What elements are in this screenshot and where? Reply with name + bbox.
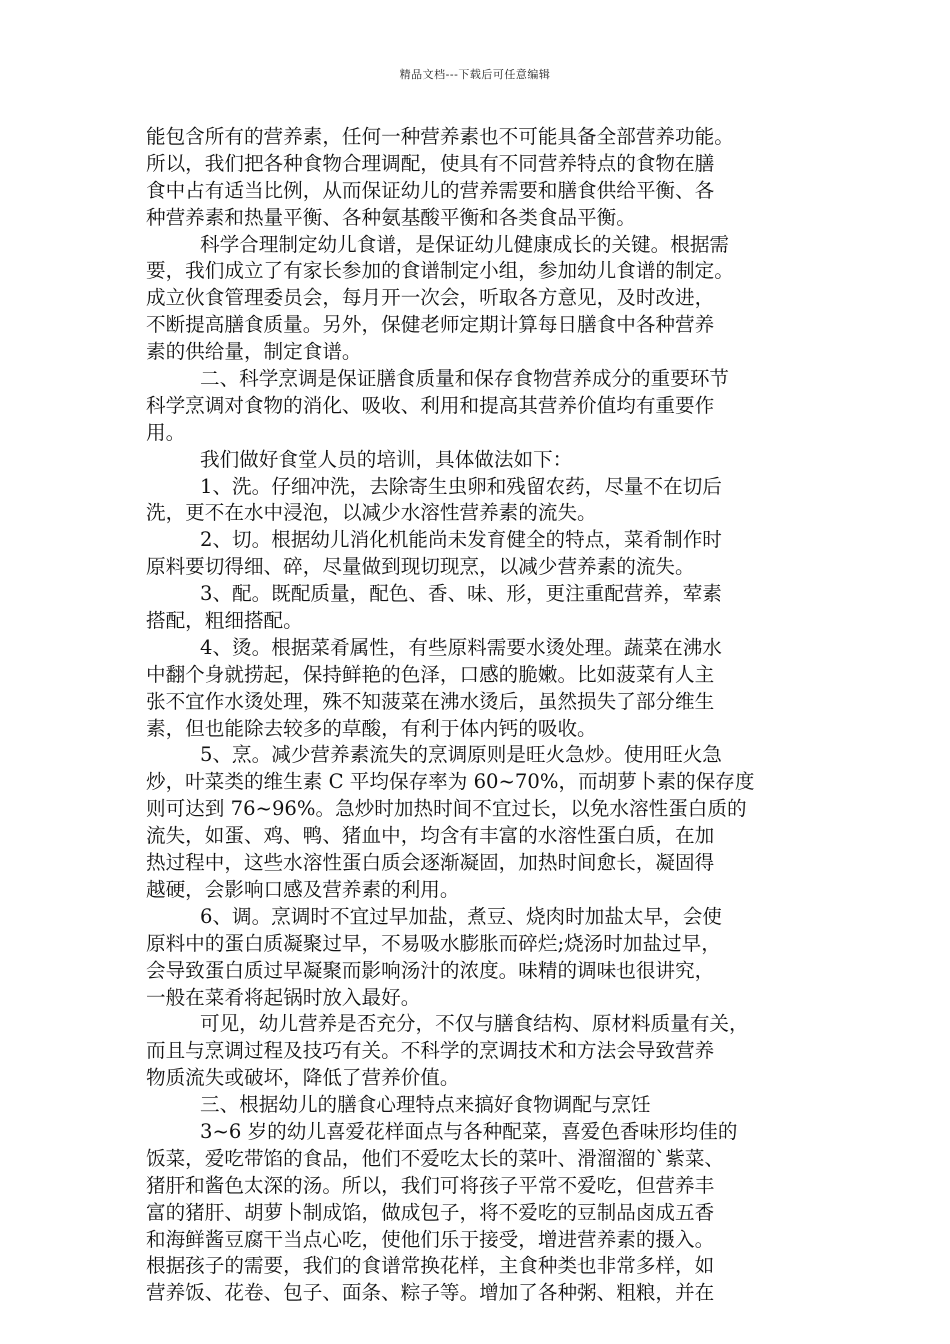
text-line: 2、切。根据幼儿消化机能尚未发育健全的特点，菜肴制作时 [200,528,722,552]
text-line: 食中占有适当比例，从而保证幼儿的营养需要和膳食供给平衡、各 [146,178,715,202]
text-line: 素，但也能除去较多的草酸，有利于体内钙的吸收。 [146,716,597,740]
text-line: 原料要切得细、碎，尽量做到现切现烹，以减少营养素的流失。 [146,555,695,579]
text-line: 3~6 岁的幼儿喜爱花样面点与各种配菜，喜爱色香味形均佳的 [200,1119,738,1143]
text-line: 营养饭、花卷、包子、面条、粽子等。增加了各种粥、粗粮，并在 [146,1281,715,1305]
text-line: 中翻个身就捞起，保持鲜艳的色泽，口感的脆嫩。比如菠菜有人主 [146,662,715,686]
document-body [146,124,808,1307]
text-line: 我们做好食堂人员的培训，具体做法如下： [200,447,573,471]
text-line: 和海鲜酱豆腐干当点心吃，使他们乐于接受，增进营养素的摄入。 [146,1227,715,1251]
text-line: 搭配，粗细搭配。 [146,609,303,633]
text-line: 热过程中，这些水溶性蛋白质会逐渐凝固，加热时间愈长，凝固得 [146,851,715,875]
text-line: 种营养素和热量平衡、各种氨基酸平衡和各类食品平衡。 [146,205,636,229]
text-line: 4、烫。根据菜肴属性，有些原料需要水烫处理。蔬菜在沸水 [200,635,722,659]
text-line: 不断提高膳食质量。另外，保健老师定期计算每日膳食中各种营养 [146,313,715,337]
text-line: 根据孩子的需要，我们的食谱常换花样，主食种类也非常多样，如 [146,1254,715,1278]
text-line: 要，我们成立了有家长参加的食谱制定小组，参加幼儿食谱的制定。 [146,259,734,283]
text-line: 会导致蛋白质过早凝聚而影响汤汁的浓度。味精的调味也很讲究， [146,958,715,982]
text-line: 1、洗。仔细冲洗，去除寄生虫卵和残留农药，尽量不在切后 [200,474,722,498]
text-line: 三、根据幼儿的膳食心理特点来搞好食物调配与烹饪 [200,1093,651,1117]
text-line: 炒，叶菜类的维生素 C 平均保存率为 60~70%，而胡萝卜素的保存度 [146,770,755,794]
page-header: 精品文档---下载后可任意编辑 [399,68,551,81]
text-line: 科学合理制定幼儿食谱，是保证幼儿健康成长的关键。根据需 [200,232,730,256]
text-line: 素的供给量，制定食谱。 [146,340,362,364]
text-line: 越硬，会影响口感及营养素的利用。 [146,877,460,901]
text-line: 成立伙食管理委员会，每月开一次会，听取各方意见，及时改进， [146,286,715,310]
text-line: 3、配。既配质量，配色、香、味、形，更注重配营养，荤素 [200,582,722,606]
text-line: 一般在菜肴将起锅时放入最好。 [146,985,421,1009]
text-line: 张不宜作水烫处理，殊不知菠菜在沸水烫后，虽然损失了部分维生 [146,689,715,713]
text-line: 能包含所有的营养素，任何一种营养素也不可能具备全部营养功能。 [146,125,734,148]
text-line: 5、烹。减少营养素流失的烹调原则是旺火急炒。使用旺火急 [200,743,722,767]
text-line: 流失，如蛋、鸡、鸭、猪血中，均含有丰富的水溶性蛋白质，在加 [146,824,715,848]
text-line: 二、科学烹调是保证膳食质量和保存食物营养成分的重要环节 [200,367,730,391]
text-line: 科学烹调对食物的消化、吸收、利用和提高其营养价值均有重要作 [146,393,715,417]
text-line: 6、调。烹调时不宜过早加盐，煮豆、烧肉时加盐太早，会使 [200,904,722,928]
text-line: 而且与烹调过程及技巧有关。不科学的烹调技术和方法会导致营养 [146,1039,715,1063]
text-line: 富的猪肝、胡萝卜制成馅，做成包子，将不爱吃的豆制品卤成五香 [146,1200,715,1224]
text-line: 原料中的蛋白质凝聚过早，不易吸水膨胀而碎烂;烧汤时加盐过早， [146,931,721,955]
text-line: 所以，我们把各种食物合理调配，使具有不同营养特点的食物在膳 [146,151,715,175]
text-line: 物质流失或破坏，降低了营养价值。 [146,1066,460,1090]
text-line: 洗，更不在水中浸泡，以减少水溶性营养素的流失。 [146,501,597,525]
text-line: 饭菜，爱吃带馅的食品，他们不爱吃太长的菜叶、滑溜溜的`紫菜、 [146,1146,725,1170]
text-line: 可见，幼儿营养是否充分，不仅与膳食结构、原材料质量有关， [200,1012,749,1036]
text-line: 猪肝和酱色太深的汤。所以，我们可将孩子平常不爱吃，但营养丰 [146,1173,715,1197]
text-line: 则可达到 76~96%。急炒时加热时间不宜过长，以免水溶性蛋白质的 [146,797,747,821]
text-line: 用。 [146,420,186,444]
